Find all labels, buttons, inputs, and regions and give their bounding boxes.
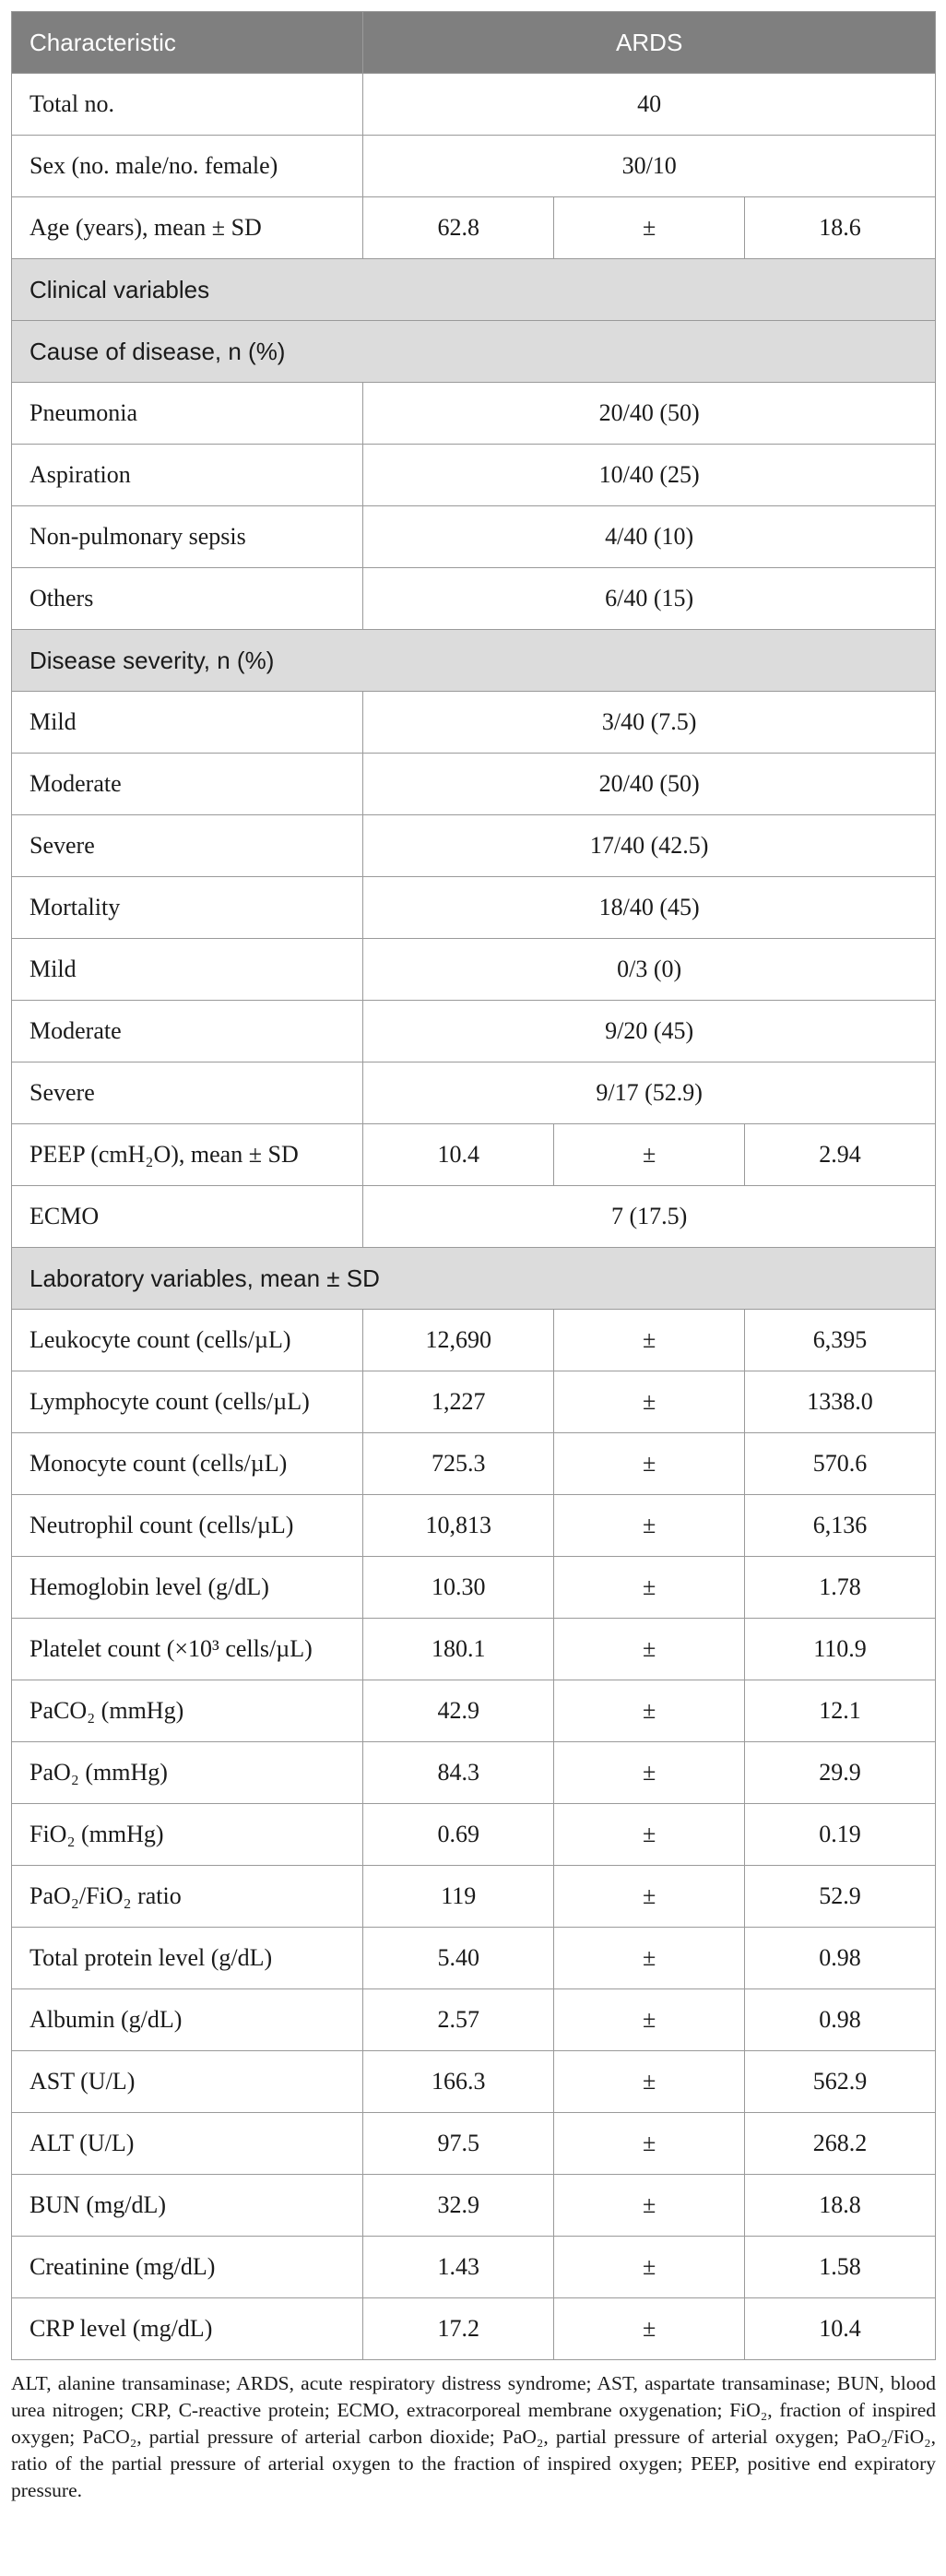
- row-mean: 97.5: [363, 2113, 554, 2175]
- row-sd: 12.1: [745, 1680, 936, 1742]
- table-row: [12, 1001, 936, 1062]
- row-mean: 2.57: [363, 1989, 554, 2051]
- table-row: [12, 1062, 936, 1124]
- row-label: Leukocyte count (cells/µL): [12, 1310, 363, 1371]
- table-row: [12, 1989, 936, 2051]
- row-label: CRP level (mg/dL): [12, 2298, 363, 2360]
- row-label: Others: [12, 568, 363, 630]
- row-mean: 62.8: [363, 197, 554, 259]
- row-label: Mild: [12, 692, 363, 754]
- table-row: [12, 568, 936, 630]
- row-label: PaO₂/FiO₂ ratio: [12, 1866, 363, 1928]
- row-label: AST (U/L): [12, 2051, 363, 2113]
- table-row: [12, 2051, 936, 2113]
- section-label: Cause of disease, n (%): [12, 321, 936, 383]
- row-sd: 1.58: [745, 2237, 936, 2298]
- row-sd: 6,136: [745, 1495, 936, 1557]
- row-sd: 0.98: [745, 1989, 936, 2051]
- row-sd: 18.6: [745, 197, 936, 259]
- table-row: [12, 1619, 936, 1680]
- row-value: 6/40 (15): [363, 568, 936, 630]
- row-pm: ±: [554, 197, 745, 259]
- row-label: Pneumonia: [12, 383, 363, 445]
- row-sd: 10.4: [745, 2298, 936, 2360]
- table-row: [12, 136, 936, 197]
- table-row: [12, 1866, 936, 1928]
- characteristics-table: [11, 11, 936, 2360]
- section-label: Clinical variables: [12, 259, 936, 321]
- row-value: 4/40 (10): [363, 506, 936, 568]
- row-label: Sex (no. male/no. female): [12, 136, 363, 197]
- row-label: BUN (mg/dL): [12, 2175, 363, 2237]
- row-value: 7 (17.5): [363, 1186, 936, 1248]
- section-row: [12, 630, 936, 692]
- row-pm: ±: [554, 2113, 745, 2175]
- row-pm: ±: [554, 1124, 745, 1186]
- table-row: [12, 1310, 936, 1371]
- row-sd: 268.2: [745, 2113, 936, 2175]
- row-pm: ±: [554, 1495, 745, 1557]
- row-label: Creatinine (mg/dL): [12, 2237, 363, 2298]
- row-value: 9/20 (45): [363, 1001, 936, 1062]
- row-sd: 570.6: [745, 1433, 936, 1495]
- table-row: [12, 1124, 936, 1186]
- table-row: [12, 692, 936, 754]
- table-row: [12, 74, 936, 136]
- table-row: [12, 815, 936, 877]
- row-value: 40: [363, 74, 936, 136]
- row-pm: ±: [554, 1928, 745, 1989]
- row-label: Neutrophil count (cells/µL): [12, 1495, 363, 1557]
- row-pm: ±: [554, 2051, 745, 2113]
- row-pm: ±: [554, 1557, 745, 1619]
- header-ards: ARDS: [363, 12, 936, 74]
- row-label: PEEP (cmH₂O), mean ± SD: [12, 1124, 363, 1186]
- row-value: 0/3 (0): [363, 939, 936, 1001]
- row-value: 20/40 (50): [363, 383, 936, 445]
- row-label: Moderate: [12, 1001, 363, 1062]
- row-label: Mortality: [12, 877, 363, 939]
- row-mean: 1.43: [363, 2237, 554, 2298]
- table-row: [12, 197, 936, 259]
- row-sd: 18.8: [745, 2175, 936, 2237]
- table-row: [12, 2113, 936, 2175]
- row-sd: 1.78: [745, 1557, 936, 1619]
- row-value: 30/10: [363, 136, 936, 197]
- row-label: FiO₂ (mmHg): [12, 1804, 363, 1866]
- row-sd: 29.9: [745, 1742, 936, 1804]
- table-row: [12, 1742, 936, 1804]
- section-row: [12, 259, 936, 321]
- row-label: Total protein level (g/dL): [12, 1928, 363, 1989]
- row-label: Monocyte count (cells/µL): [12, 1433, 363, 1495]
- table-row: [12, 383, 936, 445]
- row-mean: 0.69: [363, 1804, 554, 1866]
- row-label: Age (years), mean ± SD: [12, 197, 363, 259]
- row-value: 17/40 (42.5): [363, 815, 936, 877]
- table-footnote: ALT, alanine transaminase; ARDS, acute respiratory distress syndrome; AST, aspartate transaminase; BUN, blood urea nitrogen; CRP, C-reactive protein; ECMO, extracorporeal membrane oxygenation; FiO₂, fraction of inspired oxygen; PaCO₂, partial pressure of arterial carbon dioxide; PaO₂, partial pressure of arterial oxygen; PaO₂/FiO₂, ratio of the partial pressure of arterial oxygen to the fraction of inspired oxygen; PEEP, positive end expiratory pressure.: [11, 2372, 936, 2501]
- row-pm: ±: [554, 1989, 745, 2051]
- row-mean: 166.3: [363, 2051, 554, 2113]
- row-mean: 119: [363, 1866, 554, 1928]
- row-sd: 562.9: [745, 2051, 936, 2113]
- row-pm: ±: [554, 1619, 745, 1680]
- row-sd: 2.94: [745, 1124, 936, 1186]
- row-mean: 17.2: [363, 2298, 554, 2360]
- section-label: Laboratory variables, mean ± SD: [12, 1248, 936, 1310]
- table-row: [12, 939, 936, 1001]
- row-mean: 1,227: [363, 1371, 554, 1433]
- row-pm: ±: [554, 1433, 745, 1495]
- table-row: [12, 445, 936, 506]
- row-mean: 32.9: [363, 2175, 554, 2237]
- table-row: [12, 1186, 936, 1248]
- row-sd: 0.19: [745, 1804, 936, 1866]
- row-label: Albumin (g/dL): [12, 1989, 363, 2051]
- row-value: 9/17 (52.9): [363, 1062, 936, 1124]
- table-body: [12, 74, 936, 2360]
- row-sd: 0.98: [745, 1928, 936, 1989]
- row-mean: 84.3: [363, 1742, 554, 1804]
- section-label: Disease severity, n (%): [12, 630, 936, 692]
- row-mean: 42.9: [363, 1680, 554, 1742]
- table-row: [12, 506, 936, 568]
- header-characteristic: Characteristic: [12, 12, 363, 74]
- row-mean: 725.3: [363, 1433, 554, 1495]
- table-row: [12, 1495, 936, 1557]
- table-header-row: [12, 12, 936, 74]
- row-label: Severe: [12, 1062, 363, 1124]
- table-row: [12, 2237, 936, 2298]
- row-sd: 110.9: [745, 1619, 936, 1680]
- row-label: Platelet count (×10³ cells/µL): [12, 1619, 363, 1680]
- row-label: ECMO: [12, 1186, 363, 1248]
- table-row: [12, 1433, 936, 1495]
- row-label: PaCO₂ (mmHg): [12, 1680, 363, 1742]
- row-mean: 12,690: [363, 1310, 554, 1371]
- row-pm: ±: [554, 1371, 745, 1433]
- row-label: ALT (U/L): [12, 2113, 363, 2175]
- row-label: Total no.: [12, 74, 363, 136]
- row-label: Lymphocyte count (cells/µL): [12, 1371, 363, 1433]
- row-sd: 1338.0: [745, 1371, 936, 1433]
- row-mean: 10,813: [363, 1495, 554, 1557]
- row-label: Mild: [12, 939, 363, 1001]
- row-pm: ±: [554, 1742, 745, 1804]
- row-mean: 10.30: [363, 1557, 554, 1619]
- table-row: [12, 2175, 936, 2237]
- row-value: 18/40 (45): [363, 877, 936, 939]
- row-sd: 6,395: [745, 1310, 936, 1371]
- row-mean: 5.40: [363, 1928, 554, 1989]
- row-pm: ±: [554, 2237, 745, 2298]
- table-row: [12, 2298, 936, 2360]
- table-row: [12, 754, 936, 815]
- row-pm: ±: [554, 1804, 745, 1866]
- table-row: [12, 877, 936, 939]
- row-pm: ±: [554, 2298, 745, 2360]
- row-pm: ±: [554, 1680, 745, 1742]
- row-value: 10/40 (25): [363, 445, 936, 506]
- table-row: [12, 1371, 936, 1433]
- row-label: Moderate: [12, 754, 363, 815]
- section-row: [12, 1248, 936, 1310]
- table-row: [12, 1804, 936, 1866]
- table-row: [12, 1680, 936, 1742]
- row-mean: 10.4: [363, 1124, 554, 1186]
- section-row: [12, 321, 936, 383]
- row-sd: 52.9: [745, 1866, 936, 1928]
- row-pm: ±: [554, 1310, 745, 1371]
- row-label: PaO₂ (mmHg): [12, 1742, 363, 1804]
- table-row: [12, 1557, 936, 1619]
- row-pm: ±: [554, 1866, 745, 1928]
- row-label: Aspiration: [12, 445, 363, 506]
- row-label: Non-pulmonary sepsis: [12, 506, 363, 568]
- row-pm: ±: [554, 2175, 745, 2237]
- row-label: Severe: [12, 815, 363, 877]
- row-label: Hemoglobin level (g/dL): [12, 1557, 363, 1619]
- row-mean: 180.1: [363, 1619, 554, 1680]
- table-row: [12, 1928, 936, 1989]
- row-value: 20/40 (50): [363, 754, 936, 815]
- row-value: 3/40 (7.5): [363, 692, 936, 754]
